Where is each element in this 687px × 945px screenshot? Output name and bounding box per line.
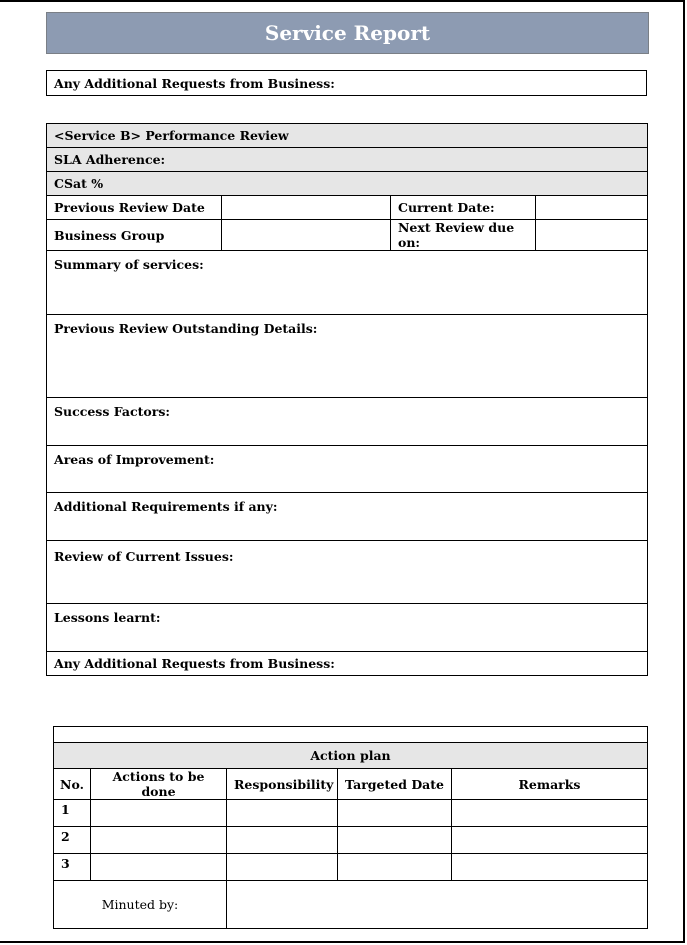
previous-review-date-label: Previous Review Date [47, 196, 222, 220]
performance-review-header: <Service B> Performance Review [47, 124, 648, 148]
previous-review-outstanding-field[interactable]: Previous Review Outstanding Details: [47, 315, 648, 398]
responsibility-cell[interactable] [227, 827, 338, 854]
top-additional-requests-field[interactable]: Any Additional Requests from Business: [47, 71, 647, 96]
column-header-actions: Actions to be done [91, 769, 227, 800]
report-title: Service Report [46, 12, 649, 54]
csat-field[interactable]: CSat % [47, 172, 648, 196]
next-review-input[interactable] [536, 220, 648, 251]
lessons-learnt-field[interactable]: Lessons learnt: [47, 604, 648, 652]
action-plan-spacer-row [54, 727, 648, 743]
column-header-no: No. [54, 769, 91, 800]
remarks-cell[interactable] [452, 827, 648, 854]
column-header-targeted-date: Targeted Date [338, 769, 452, 800]
minuted-by-label: Minuted by: [54, 881, 227, 929]
action-cell[interactable] [91, 800, 227, 827]
row-number: 1 [54, 800, 91, 827]
action-cell[interactable] [91, 854, 227, 881]
performance-review-table [46, 123, 648, 676]
review-current-issues-field[interactable]: Review of Current Issues: [47, 541, 648, 604]
targeted-date-cell[interactable] [338, 854, 452, 881]
top-additional-requests-table [46, 70, 647, 96]
business-group-input[interactable] [222, 220, 391, 251]
column-header-responsibility: Responsibility [227, 769, 338, 800]
minuted-by-input[interactable] [227, 881, 648, 929]
table-row [54, 800, 648, 827]
targeted-date-cell[interactable] [338, 827, 452, 854]
areas-of-improvement-field[interactable]: Areas of Improvement: [47, 446, 648, 493]
business-group-label: Business Group [47, 220, 222, 251]
action-plan-title: Action plan [54, 743, 648, 769]
sla-adherence-field[interactable]: SLA Adherence: [47, 148, 648, 172]
responsibility-cell[interactable] [227, 800, 338, 827]
targeted-date-cell[interactable] [338, 800, 452, 827]
action-cell[interactable] [91, 827, 227, 854]
next-review-label: Next Review due on: [391, 220, 536, 251]
additional-requirements-field[interactable]: Additional Requirements if any: [47, 493, 648, 541]
column-header-remarks: Remarks [452, 769, 648, 800]
previous-review-date-input[interactable] [222, 196, 391, 220]
remarks-cell[interactable] [452, 854, 648, 881]
table-row [54, 827, 648, 854]
current-date-label: Current Date: [391, 196, 536, 220]
responsibility-cell[interactable] [227, 854, 338, 881]
bottom-additional-requests-field[interactable]: Any Additional Requests from Business: [47, 652, 648, 676]
table-row [54, 854, 648, 881]
row-number: 2 [54, 827, 91, 854]
row-number: 3 [54, 854, 91, 881]
success-factors-field[interactable]: Success Factors: [47, 398, 648, 446]
remarks-cell[interactable] [452, 800, 648, 827]
current-date-input[interactable] [536, 196, 648, 220]
summary-of-services-field[interactable]: Summary of services: [47, 251, 648, 315]
action-plan-table [53, 726, 648, 929]
